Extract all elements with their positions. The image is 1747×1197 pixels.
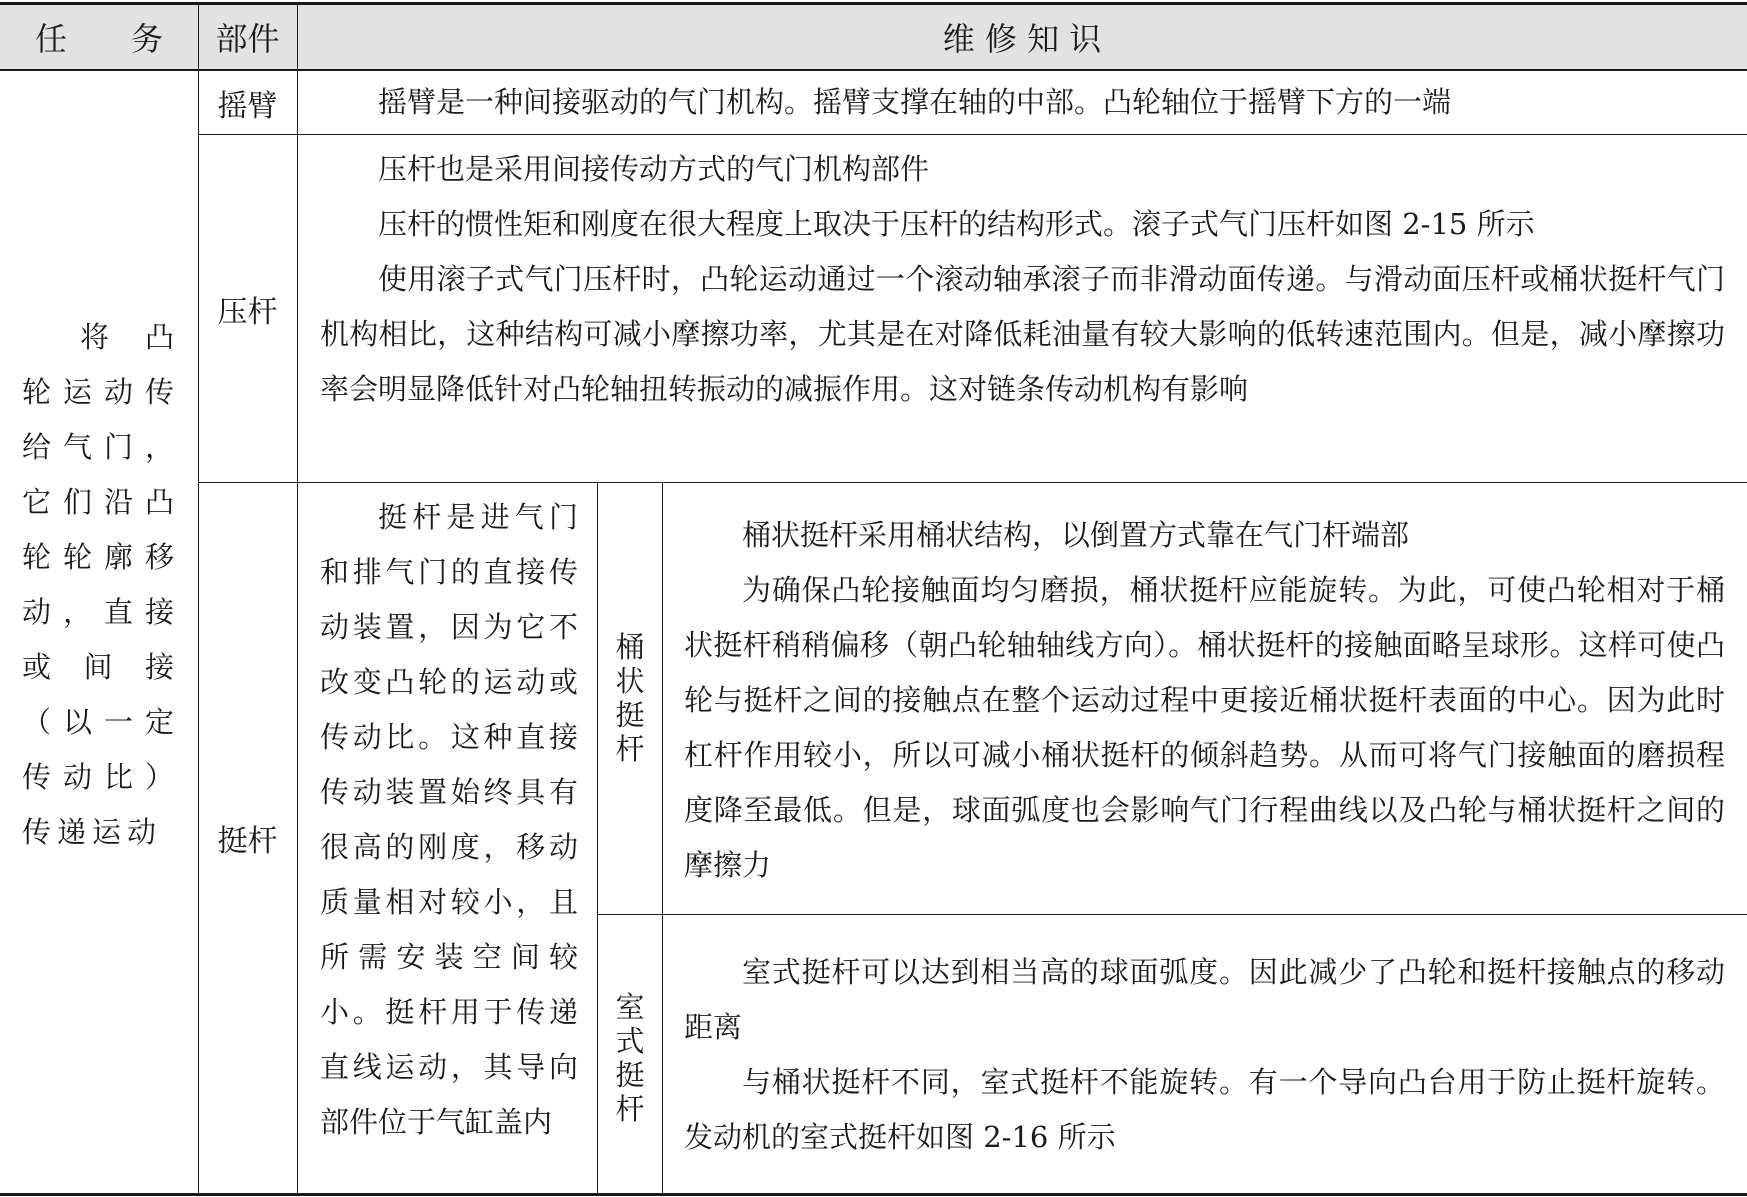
chamber-label-char-2: 式 <box>615 1024 645 1058</box>
bottom-border <box>0 1193 1747 1196</box>
barrel-paragraph-1: 桶状挺杆采用桶状结构，以倒置方式靠在气门杆端部 <box>742 518 1410 552</box>
lever-paragraph-1: 压杆也是采用间接传动方式的气门机构部件 <box>378 152 930 186</box>
part-lever: 压杆 <box>217 294 278 330</box>
lever-knowledge <box>320 142 1725 417</box>
lever-paragraph-3: 使用滚子式气门压杆时，凸轮运动通过一个滚动轴承滚子而非滑动面传递。与滑动面压杆或桶状挺杆气门机构相比，这种结构可减小摩擦功率，尤其是在对降低耗油量有较大影响的低转速范围内。但是，减小摩擦功率会明显降低针对凸轮轴扭转振动的减振作用。这对链条传动机构有影响 <box>320 262 1725 406</box>
barrel-label-char-4: 杆 <box>615 732 645 766</box>
sub-label-divider <box>662 482 663 1194</box>
task-text: 将凸轮运动传给气门，它们沿凸轮轮廓移动，直接或间接（以一定传动比）传递运动 <box>22 320 180 849</box>
chamber-label-char-4: 杆 <box>615 1092 645 1126</box>
task-description <box>22 310 180 860</box>
tappet-description-text: 挺杆是进气门和排气门的直接传动装置，因为它不改变凸轮的运动或传动比。这种直接传动装置始终具有很高的刚度，移动质量相对较小，且所需安装空间较小。挺杆用于传递直线运动，其导向部件位于气缸盖内 <box>320 500 578 1139</box>
chamber-tappet-knowledge <box>684 945 1725 1165</box>
barrel-label-char-1: 桶 <box>615 630 645 664</box>
barrel-paragraph-2: 为确保凸轮接触面均匀磨损，桶状挺杆应能旋转。为此，可使凸轮相对于桶状挺杆稍稍偏移（朝凸轮轴轴线方向）。桶状挺杆的接触面略呈球形。这样可使凸轮与挺杆之间的接触点在整个运动过程中更接近桶状挺杆表面的中心。因为此时杠杆作用较小，所以可减小桶状挺杆的倾斜趋势。从而可将气门接触面的磨损程度降至最低。但是，球面弧度也会影响气门行程曲线以及凸轮与桶状挺杆之间的摩擦力 <box>684 573 1725 882</box>
chamber-label-char-1: 室 <box>615 990 645 1024</box>
part-column-divider <box>297 4 298 1194</box>
header-task: 任 务 <box>34 19 163 58</box>
rocker-knowledge <box>320 75 1725 130</box>
sub-label-chamber-tappet <box>612 990 648 1126</box>
barrel-label-char-3: 挺 <box>615 698 645 732</box>
lever-row-bottom-border <box>199 482 1747 483</box>
part-rocker: 摇臂 <box>217 88 278 124</box>
barrel-label-char-2: 状 <box>615 664 645 698</box>
tappet-description <box>320 490 578 1150</box>
barrel-tappet-knowledge <box>684 508 1725 893</box>
chamber-paragraph-2: 与桶状挺杆不同，室式挺杆不能旋转。有一个导向凸台用于防止挺杆旋转。发动机的室式挺杆如图 2-16 所示 <box>684 1065 1725 1154</box>
sub-label-barrel-tappet <box>612 630 648 766</box>
header-knowledge: 维 修 知 识 <box>942 19 1102 58</box>
barrel-row-bottom-border <box>598 914 1747 915</box>
chamber-label-char-3: 挺 <box>615 1058 645 1092</box>
tappet-description-divider <box>597 482 598 1194</box>
header-part: 部件 <box>215 19 280 58</box>
part-tappet: 挺杆 <box>217 824 278 859</box>
chamber-paragraph-1: 室式挺杆可以达到相当高的球面弧度。因此减少了凸轮和挺杆接触点的移动距离 <box>684 955 1725 1044</box>
rocker-row-bottom-border <box>199 134 1747 135</box>
lever-paragraph-2: 压杆的惯性矩和刚度在很大程度上取决于压杆的结构形式。滚子式气门压杆如图 2-15 所示 <box>378 207 1535 241</box>
rocker-paragraph: 摇臂是一种间接驱动的气门机构。摇臂支撑在轴的中部。凸轮轴位于摇臂下方的一端 <box>378 85 1452 119</box>
